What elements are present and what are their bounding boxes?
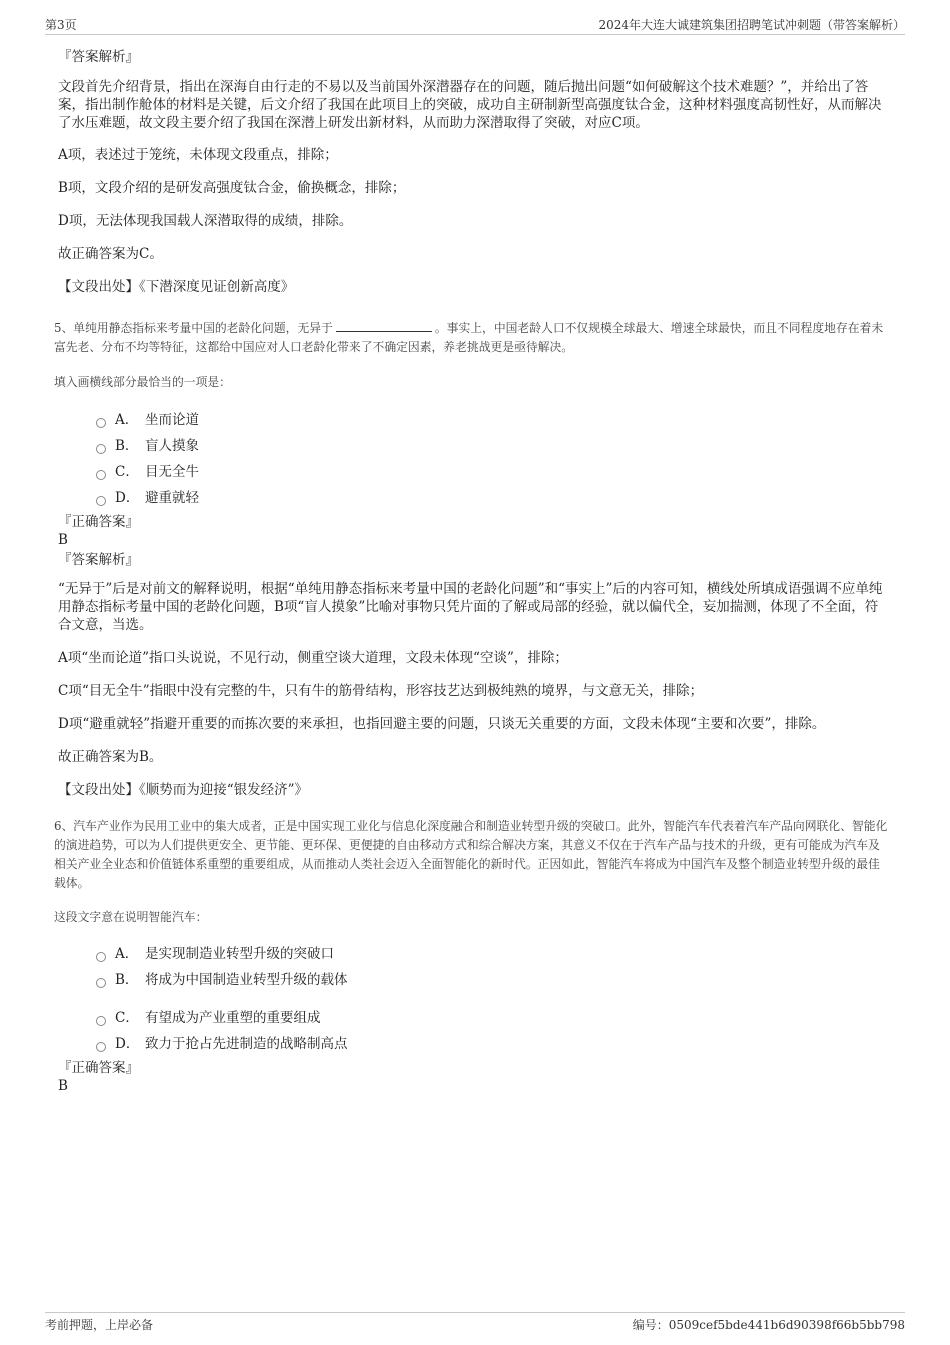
radio-icon[interactable] bbox=[96, 418, 106, 428]
q4-explain-d: D项，无法体现我国载人深潜取得的成绩，排除。 bbox=[58, 213, 353, 229]
q5-explain-d: D项“避重就轻”指避开重要的而拣次要的来承担，也指回避主要的问题，只谈无关重要的方面，文段未体现“主要和次要”，排除。 bbox=[58, 716, 826, 732]
q6-option-d[interactable]: D． 致力于抢占先进制造的战略制高点 bbox=[96, 1031, 890, 1057]
q4-explain-b: B项，文段介绍的是研发高强度钛合金，偷换概念，排除； bbox=[58, 180, 406, 196]
q5-options bbox=[96, 407, 890, 511]
q4-source: 【文段出处】《下潜深度见证创新高度》 bbox=[58, 279, 295, 295]
q6-answer: B bbox=[58, 1078, 68, 1094]
q5-stem bbox=[54, 319, 890, 357]
q6-answer-label: 『正确答案』 bbox=[58, 1060, 139, 1076]
q6-prompt: 这段文字意在说明智能汽车： bbox=[54, 910, 208, 924]
document-title: 2024年大连大诚建筑集团招聘笔试冲刺题（带答案解析） bbox=[598, 18, 905, 32]
q5-option-c[interactable]: C． 目无全牛 bbox=[96, 459, 890, 485]
q5-blank bbox=[336, 319, 432, 332]
page-footer bbox=[45, 1312, 905, 1335]
document-id: 编号：0509cef5bde441b6d90398f66b5bb798 bbox=[632, 1318, 905, 1332]
radio-icon[interactable] bbox=[96, 1016, 106, 1026]
radio-icon[interactable] bbox=[96, 444, 106, 454]
page-header bbox=[45, 14, 905, 35]
q6-stem: 6、汽车产业作为民用工业中的集大成者，正是中国实现工业化与信息化深度融合和制造业转型升级的突破口。此外，智能汽车代表着汽车产品向网联化、智能化的演进趋势，可以为人们提供更安全、更节能、更环保、更便捷的自由移动方式和综合解决方案，其意义不仅在于汽车产品与技术的升级，更有可能成为汽车及相关产业全业态和价值链体系重塑的重要组成，从而推动人类社会迈入全面智能化的新时代。正因如此，智能汽车将成为中国汽车及整个制造业转型升级的最佳载体。 bbox=[54, 819, 888, 890]
page-content bbox=[56, 46, 890, 1095]
footer-slogan: 考前押题，上岸必备 bbox=[45, 1318, 154, 1332]
q5-answer-label: 『正确答案』 bbox=[58, 514, 139, 530]
q5-explain-a: A项“坐而论道”指口头说说，不见行动，侧重空谈大道理，文段未体现“空谈”，排除； bbox=[58, 650, 568, 666]
q5-conclusion: 故正确答案为B。 bbox=[58, 749, 163, 765]
q6-options bbox=[96, 941, 890, 1057]
q5-prompt: 填入画横线部分最恰当的一项是： bbox=[54, 375, 231, 389]
page-number: 第3页 bbox=[45, 18, 77, 32]
radio-icon[interactable] bbox=[96, 952, 106, 962]
q4-analysis: 文段首先介绍背景，指出在深海自由行走的不易以及当前国外深潜器存在的问题，随后抛出问题“如何破解这个技术难题？”，并给出了答案，指出制作舱体的材料是关键，后文介绍了我国在此项目上的突破，成功自主研制新型高强度钛合金，这种材料强度高韧性好，从而解决了水压难题，故文段主要介绍了我国在深潜上研发出新材料，从而助力深潜取得了突破，对应C项。 bbox=[58, 79, 882, 131]
q6-option-a[interactable]: A． 是实现制造业转型升级的突破口 bbox=[96, 941, 890, 967]
radio-icon[interactable] bbox=[96, 978, 106, 988]
q6-option-b[interactable]: B． 将成为中国制造业转型升级的载体 bbox=[96, 967, 890, 993]
q5-option-a[interactable]: A． 坐而论道 bbox=[96, 407, 890, 433]
q5-option-d[interactable]: D． 避重就轻 bbox=[96, 485, 890, 511]
q5-analysis-label: 『答案解析』 bbox=[58, 552, 139, 568]
q5-source: 【文段出处】《顺势而为迎接“银发经济”》 bbox=[58, 782, 309, 798]
radio-icon[interactable] bbox=[96, 1042, 106, 1052]
q5-explain-c: C项“目无全牛”指眼中没有完整的牛，只有牛的筋骨结构，形容技艺达到极纯熟的境界，与文意无关，排除； bbox=[58, 683, 704, 699]
q4-explain-a: A项，表述过于笼统，未体现文段重点，排除； bbox=[58, 147, 338, 163]
q6-option-c[interactable]: C． 有望成为产业重塑的重要组成 bbox=[96, 1005, 890, 1031]
q4-analysis-label: 『答案解析』 bbox=[58, 49, 139, 65]
radio-icon[interactable] bbox=[96, 496, 106, 506]
radio-icon[interactable] bbox=[96, 470, 106, 480]
q5-analysis: “无异于”后是对前文的解释说明，根据“单纯用静态指标来考量中国的老龄化问题”和“事实上”后的内容可知，横线处所填成语强调不应单纯用静态指标考量中国的老龄化问题，B项“盲人摸象”比喻对事物只凭片面的了解或局部的经验，就以偏代全，妄加揣测，体现了不全面，符合文意，当选。 bbox=[58, 581, 883, 633]
q5-stem-after: 。事实上，中国老龄人口不仅规模全球最大、增速全球最快，而且不同程度地存在着未富先老、分布不均等特征，这都给中国应对人口老龄化带来了不确定因素，养老挑战更是亟待解决。 bbox=[54, 321, 884, 354]
q4-conclusion: 故正确答案为C。 bbox=[58, 246, 163, 262]
q5-stem-before: 5、单纯用静态指标来考量中国的老龄化问题，无异于 bbox=[54, 321, 333, 335]
q5-answer: B bbox=[58, 532, 68, 548]
q5-option-b[interactable]: B． 盲人摸象 bbox=[96, 433, 890, 459]
